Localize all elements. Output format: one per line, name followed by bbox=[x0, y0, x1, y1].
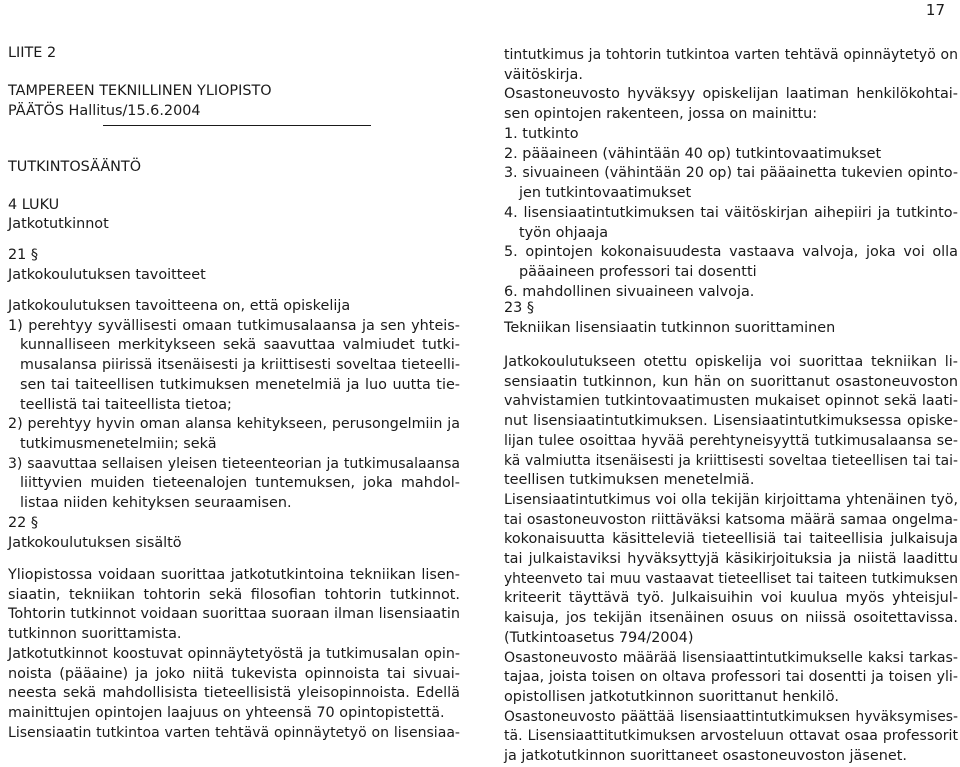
continuation-text bbox=[504, 46, 958, 125]
paragraph-line: tai osastoneuvoston riittäväksi katsoma määrä samaa ongelma- bbox=[504, 511, 958, 528]
list-item: 1. tutkinto bbox=[504, 126, 579, 142]
paragraph-line: kaisuja, jos tekijän itsenäinen osuus on niissä osoitettavissa. bbox=[504, 610, 958, 627]
paragraph-line: (Tutkintoasetus 794/2004) bbox=[504, 629, 694, 646]
paragraph-line: tutkinnon suorittamista. bbox=[8, 626, 182, 643]
paragraph-line: tutkimusmenetelmiin; sekä bbox=[20, 435, 217, 452]
paragraph-line: tai julkaistaviksi hyväksyttyjä käsikirjoituksia ja niistä laadittu bbox=[504, 551, 958, 568]
paragraph-line: nut lisensiaatintutkimuksen. Lisensiaatintutkimuksessa opiske- bbox=[504, 413, 958, 430]
paragraph-line: tä. Lisensiaattitutkimuksen arvosteluun ottavat osaa professorit bbox=[504, 728, 958, 745]
section-22-number: 22 § bbox=[8, 515, 39, 531]
paragraph-line: Osastoneuvosto hyväksyy opiskelijan laatiman henkilökohtai- bbox=[504, 86, 958, 103]
paragraph-line: siaatin, tekniikan tohtorin sekä filosofian tohtorin tutkinnot. bbox=[8, 586, 460, 603]
chapter-title: Jatkotutkinnot bbox=[8, 216, 109, 232]
paragraph-line: vahvistamien tutkintovaatimusten mukaiset opinnot sekä laati- bbox=[504, 393, 958, 410]
list-item: 2. pääaineen (vähintään 40 op) tutkintovaatimukset bbox=[504, 145, 882, 162]
paragraph-line: 3) saavuttaa sellaisen yleisen tieteenteorian ja tutkimusalaansa bbox=[8, 455, 460, 472]
paragraph-line: noista (pääaine) ja joko niitä tukevista opinnoista tai sivuai- bbox=[8, 665, 460, 682]
paragraph-line: 1) perehtyy syvällisesti omaan tutkimusalaansa ja sen yhteis- bbox=[8, 317, 460, 334]
list-item: 6. mahdollinen sivuaineen valvoja. bbox=[504, 283, 755, 300]
paragraph-line: kriteerit täyttävä työ. Julkaisuihin voi kuulua myös yhteisjul- bbox=[504, 590, 958, 607]
paragraph-line: sensiaatin tutkinnon, kun hän on suorittanut osastoneuvoston bbox=[504, 373, 958, 390]
appendix-label: LIITE 2 bbox=[8, 45, 57, 61]
paragraph-line: Jatkokoulutuksen tavoitteena on, että opiskelija bbox=[8, 298, 351, 314]
paragraph-line: Tohtorin tutkinnot voidaan suorittaa suoraan ilman lisensiaatin bbox=[8, 606, 460, 623]
list-item: pääaineen professori tai dosentti bbox=[519, 263, 757, 280]
paragraph-line: tintutkimus ja tohtorin tutkintoa varten tehtävä opinnäytetyö on bbox=[504, 47, 958, 63]
paragraph-line: Jatkokoulutukseen otettu opiskelija voi suorittaa tekniikan li- bbox=[504, 354, 958, 370]
paragraph-line: teellistä tai taiteellista tietoa; bbox=[20, 396, 232, 413]
paragraph-line: Jatkotutkinnot koostuvat opinnäytetyöstä ja tutkimusalan opin- bbox=[8, 645, 460, 662]
paragraph-line: lijan tulee osoittaa hyvää perehtyneisyyttä tutkimusalaansa se- bbox=[504, 432, 958, 449]
paragraph-line: kä valmiutta itsenäisesti ja kriittisesti soveltaa tieteellisen tai tai- bbox=[504, 452, 958, 469]
list-item: jen tutkintovaatimukset bbox=[519, 185, 692, 202]
paragraph-line: yhteenveto tai muu vastaavat tieteelliset tai taiteen tutkimuksen bbox=[504, 570, 958, 587]
list-item: 4. lisensiaatintutkimuksen tai väitöskirjan aihepiiri ja tutkinto- bbox=[504, 204, 958, 221]
paragraph-line: Lisensiaatin tutkintoa varten tehtävä opinnäytetyö on lisensiaa- bbox=[8, 724, 460, 741]
regulation-title: TUTKINTOSÄÄNTÖ bbox=[8, 159, 142, 175]
paragraph-line: Osastoneuvosto määrää lisensiaattintutkimukselle kaksi tarkas- bbox=[504, 649, 958, 666]
section-21-title: Jatkokoulutuksen tavoitteet bbox=[8, 267, 206, 283]
paragraph-line: liittyvien muiden tieteenalojen tuntemuksen, joka mahdol- bbox=[20, 475, 460, 492]
section-21-number: 21 § bbox=[8, 247, 39, 263]
section-22-title: Jatkokoulutuksen sisältö bbox=[8, 535, 182, 551]
page-number: 17 bbox=[925, 1, 945, 19]
list-item: työn ohjaaja bbox=[519, 224, 609, 241]
title-divider bbox=[103, 125, 371, 126]
section-22-body bbox=[8, 566, 460, 743]
paragraph-line: Yliopistossa voidaan suorittaa jatkotutkintoina tekniikan lisen- bbox=[8, 567, 460, 583]
paragraph-line: ja jatkotutkinnon suorittaneet osastoneuvoston jäsenet. bbox=[504, 748, 907, 765]
paragraph-line: Lisensiaatintutkimus voi olla tekijän kirjoittama yhtenäinen työ, bbox=[504, 491, 958, 508]
paragraph-line: Osastoneuvosto päättää lisensiaattintutkimuksen hyväksymises- bbox=[504, 708, 958, 725]
paragraph-line: neesta sekä mahdollisista tieteellisistä yleisopinnoista. Edellä bbox=[8, 685, 460, 702]
list-item: 3. sivuaineen (vähintään 20 op) tai pääainetta tukevien opinto- bbox=[504, 165, 958, 182]
section-21-body bbox=[8, 297, 460, 514]
paragraph-line: mainittujen opintojen laajuus on yhteensä 70 opintopistettä. bbox=[8, 704, 445, 721]
paragraph-line: sen opintojen rakenteen, jossa on mainittu: bbox=[504, 106, 818, 123]
section-23-title: Tekniikan lisensiaatin tutkinnon suorittaminen bbox=[504, 320, 836, 336]
paragraph-line: musalansa piirissä itsenäisesti ja kriittisesti soveltaa tieteelli- bbox=[20, 357, 460, 374]
paragraph-line: listaa niiden kehityksen seuraamisen. bbox=[20, 495, 292, 512]
paragraph-line: teellisen tutkimuksen menetelmiä. bbox=[504, 472, 755, 489]
chapter-number: 4 LUKU bbox=[8, 197, 60, 213]
paragraph-line: kokonaisuutta käsitteleviä tieteellisiä tai taiteellisia julkaisuja bbox=[504, 531, 958, 548]
section-23-number: 23 § bbox=[504, 300, 535, 316]
paragraph-line: opistollisen jatkotutkinnon suorittanut henkilö. bbox=[504, 688, 839, 705]
section-23-body bbox=[504, 353, 958, 767]
decision-reference: PÄÄTÖS Hallitus/15.6.2004 bbox=[8, 103, 201, 119]
paragraph-line: kunnalliseen merkitykseen sekä saavuttaa valmiudet tutki- bbox=[20, 337, 460, 354]
paragraph-line: tajaa, joista toisen on oltava professori tai dosentti ja toisen yli- bbox=[504, 669, 958, 686]
university-name: TAMPEREEN TEKNILLINEN YLIOPISTO bbox=[8, 83, 272, 99]
study-plan-list bbox=[504, 125, 958, 302]
list-item: 5. opintojen kokonaisuudesta vastaava valvoja, joka voi olla bbox=[504, 244, 958, 261]
paragraph-line: 2) perehtyy hyvin oman alansa kehitykseen, perusongelmiin ja bbox=[8, 416, 460, 433]
paragraph-line: sen tai taiteellisen tutkimuksen menetelmiä ja luo uutta tie- bbox=[20, 376, 460, 393]
paragraph-line: väitöskirja. bbox=[504, 66, 583, 83]
